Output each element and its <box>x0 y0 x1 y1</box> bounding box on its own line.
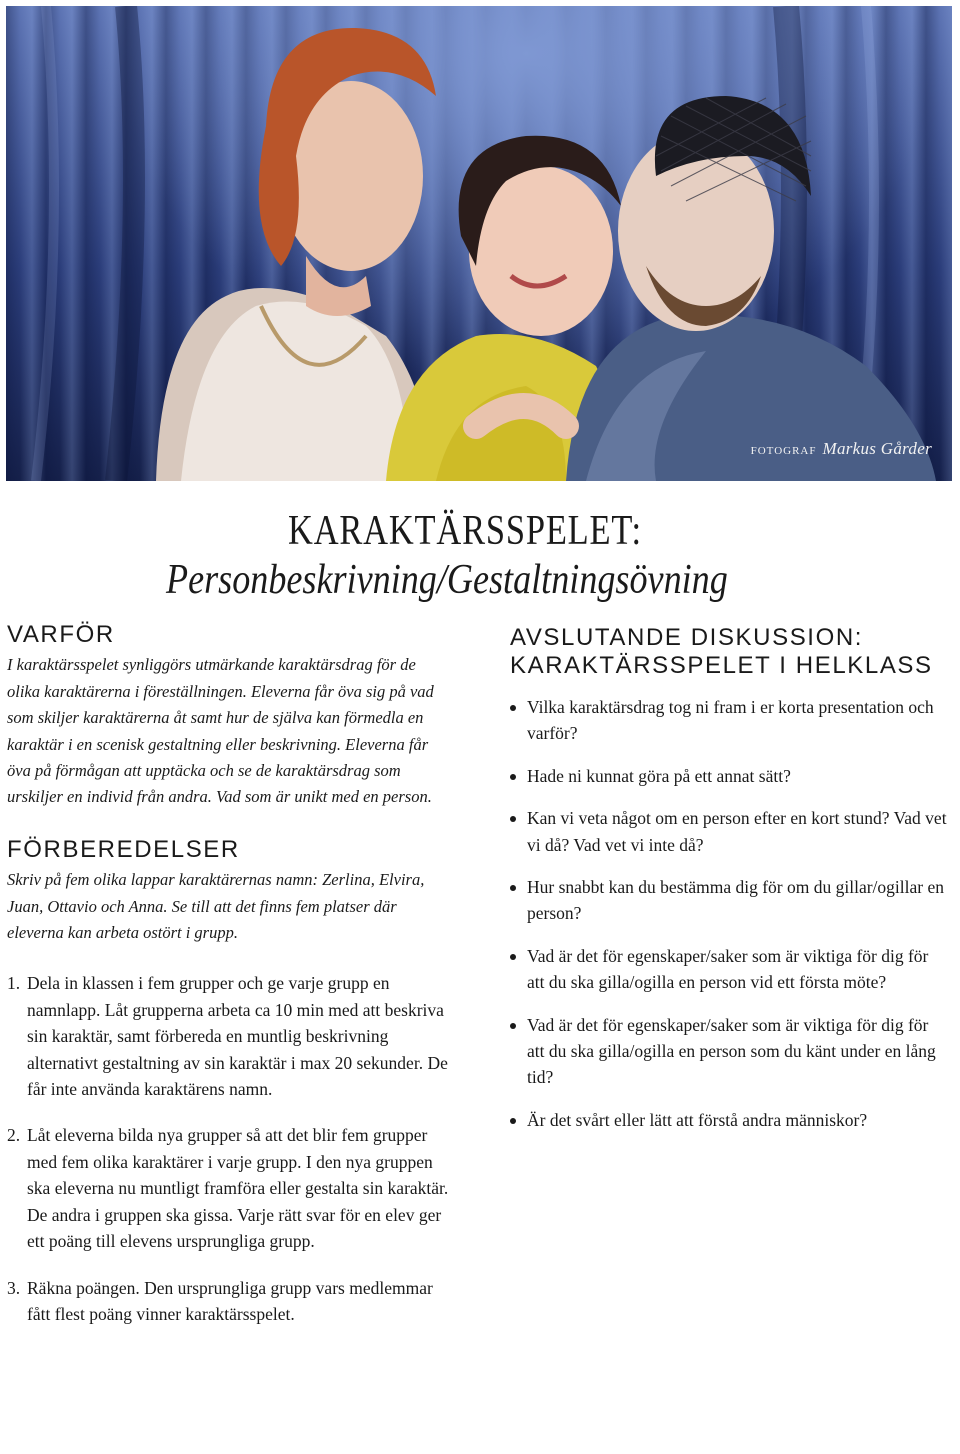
bullet-icon <box>510 705 516 711</box>
list-item <box>510 805 950 858</box>
list-item <box>510 874 950 927</box>
list-item <box>510 763 950 789</box>
list-item <box>7 970 452 1102</box>
list-item <box>7 1122 452 1254</box>
photo-credit <box>751 439 932 459</box>
list-item <box>510 694 950 747</box>
question-list <box>510 694 950 1133</box>
list-item <box>510 1107 950 1133</box>
question-text: Vilka karaktärsdrag tog ni fram i er korta presentation och varför? <box>527 697 934 744</box>
left-column <box>7 622 452 1347</box>
bullet-icon <box>510 1023 516 1029</box>
bullet-icon <box>510 816 516 822</box>
step-text: Räkna poängen. Den ursprungliga grupp vars medlemmar fått flest poäng vinner karaktärsspelet. <box>27 1277 433 1324</box>
step-list <box>7 970 452 1327</box>
bullet-icon <box>510 954 516 960</box>
question-text: Vad är det för egenskaper/saker som är viktiga för dig för att du ska gilla/ogilla en person vid ett första möte? <box>527 945 929 993</box>
question-text: Kan vi veta något om en person efter en kort stund? Vad vet vi då? Vad vet vi inte då? <box>527 808 947 855</box>
question-text: Hur snabbt kan du bestämma dig för om du gillar/ogillar en person? <box>527 877 944 924</box>
forberedelser-text: Skriv på fem olika lappar karaktärernas namn: Zerlina, Elvira, Juan, Ottavio och Anna. Se till att det finns fem platser där eleverna kan arbeta ostört i grupp. <box>7 870 425 943</box>
question-text: Hade ni kunnat göra på ett annat sätt? <box>527 765 791 786</box>
page-subtitle: Personbeskrivning/Gestaltningsövning <box>166 557 728 603</box>
list-item <box>510 943 950 996</box>
hero-photo <box>6 6 952 481</box>
step-text: Dela in klassen i fem grupper och ge varje grupp en namnlapp. Låt grupperna arbeta ca 10 min med att beskriva sin karaktär, samt förbereda en muntlig beskrivning alternativt gestaltning av sin karaktär i max 20 sekunder. De får inte använda karaktärens namn. <box>27 973 448 1100</box>
step-text: Låt eleverna bilda nya grupper så att det blir fem grupper med fem olika karaktärer i varje grupp. I den nya gruppen ska eleverna nu muntligt framföra eller gestalta sin karaktär. De andra i gruppen ska gissa. Varje rätt svar för en elev ger ett poäng till elevens ursprungliga grupp. <box>27 1125 449 1252</box>
step-number: 3. <box>7 1277 21 1298</box>
diskussion-heading-line1: AVSLUTANDE DISKUSSION: <box>510 624 864 651</box>
bullet-icon <box>510 885 516 891</box>
left-actor <box>156 28 436 481</box>
varfor-text: I karaktärsspelet synliggörs utmärkande karaktärsdrag för de olika karaktärerna i föreställningen. Eleverna får öva sig på vad som skiljer karaktärerna åt samt hur de själva kan förmedla en karaktär i en scenisk gestaltning eller beskrivning. Eleverna får öva på förmågan att upptäcka och se de karaktärsdrag som urskiljer en individ från andra. Vad som är unikt med en person. <box>7 655 434 807</box>
photo-credit-label: fotograf <box>750 442 817 458</box>
diskussion-heading-line2: KARAKTÄRSSPELET I HELKLASS <box>510 652 933 679</box>
right-column <box>510 624 950 1149</box>
step-number: 2. <box>7 1125 21 1146</box>
question-text: Är det svårt eller lätt att förstå andra människor? <box>527 1109 868 1130</box>
diskussion-heading <box>510 624 950 680</box>
bullet-icon <box>510 1118 516 1124</box>
forberedelser-heading: FÖRBEREDELSER <box>7 835 240 863</box>
question-text: Vad är det för egenskaper/saker som är viktiga för dig för att du ska gilla/ogilla en person som du känt under en lång tid? <box>527 1014 936 1088</box>
photo-credit-name: Markus Gårder <box>822 439 932 458</box>
list-item <box>7 1275 452 1328</box>
step-number: 1. <box>7 973 21 994</box>
page-title: KARAKTÄRSSPELET: <box>288 508 642 554</box>
stage-scene-illustration <box>6 6 952 481</box>
varfor-heading: VARFÖR <box>7 621 115 648</box>
bullet-icon <box>510 774 516 780</box>
list-item <box>510 1012 950 1091</box>
